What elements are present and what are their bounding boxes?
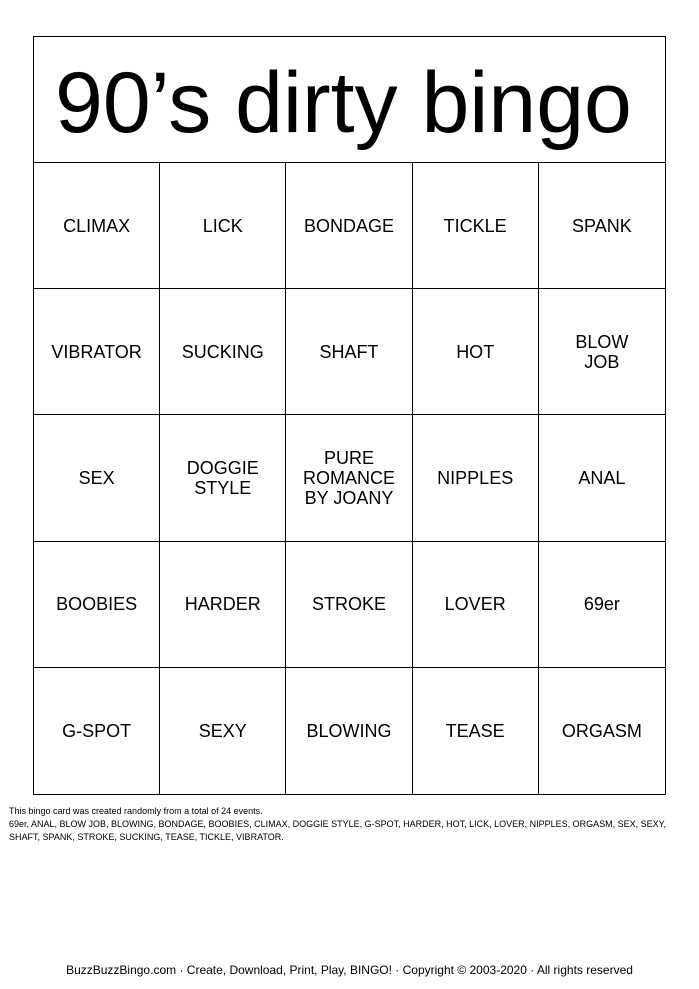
card-info xyxy=(9,805,679,844)
bingo-cell xyxy=(34,668,160,794)
bingo-cell xyxy=(286,542,412,668)
cell-label: SEX xyxy=(78,467,115,488)
bingo-cell xyxy=(539,668,665,794)
cell-label: ORGASM xyxy=(561,720,642,741)
info-summary: This bingo card was created randomly from a total of 24 events. xyxy=(9,806,263,816)
cell-label: TEASE xyxy=(445,720,505,741)
cell-label: CLIMAX xyxy=(63,215,131,236)
cell-label: SHAFT xyxy=(319,341,379,362)
bingo-cell xyxy=(160,542,286,668)
cell-label: 69er xyxy=(583,594,620,615)
bingo-cell xyxy=(160,289,286,415)
bingo-cell xyxy=(539,542,665,668)
info-events-list: 69er, ANAL, BLOW JOB, BLOWING, BONDAGE, BOOBIES, CLIMAX, DOGGIE STYLE, G-SPOT, HARDER, HOT, LICK, LOVER, NIPPLES, ORGASM, SEX, SEXY, SHAFT, SPANK, STROKE, SUCKING, TEASE, TICKLE, VIBRATOR. xyxy=(9,819,667,842)
bingo-cell xyxy=(413,668,539,794)
bingo-cell xyxy=(539,415,665,541)
bingo-cell xyxy=(34,163,160,289)
cell-label: LICK xyxy=(202,215,243,236)
footer-text: BuzzBuzzBingo.com · Create, Download, Print, Play, BINGO! · Copyright © 2003-2020 · All rights reserved xyxy=(66,963,633,977)
cell-label: HARDER xyxy=(184,594,261,615)
cell-label: VIBRATOR xyxy=(51,341,142,362)
bingo-cell xyxy=(160,668,286,794)
cell-label: SEXY xyxy=(198,720,247,741)
cell-label: BLOWING xyxy=(306,720,392,741)
cell-label: HOT xyxy=(456,341,495,362)
bingo-cell xyxy=(413,542,539,668)
bingo-cell xyxy=(413,163,539,289)
bingo-cell xyxy=(539,163,665,289)
bingo-cell xyxy=(34,542,160,668)
bingo-cell xyxy=(160,415,286,541)
cell-label: LOVER xyxy=(444,594,506,615)
card-title: 90’s dirty bingo xyxy=(55,55,632,151)
bingo-cell xyxy=(286,415,412,541)
bingo-card xyxy=(33,36,666,795)
bingo-cell xyxy=(539,289,665,415)
bingo-cell xyxy=(286,668,412,794)
cell-label: NIPPLES xyxy=(437,467,514,488)
cell-label: PURE ROMANCE BY JOANY xyxy=(302,447,395,508)
bingo-grid xyxy=(34,163,665,794)
bingo-cell xyxy=(34,415,160,541)
bingo-cell xyxy=(34,289,160,415)
bingo-cell xyxy=(160,163,286,289)
cell-label: SPANK xyxy=(572,215,632,236)
cell-label: BONDAGE xyxy=(303,215,394,236)
cell-label: TICKLE xyxy=(443,215,507,236)
cell-label: BOOBIES xyxy=(56,594,138,615)
bingo-cell xyxy=(413,415,539,541)
cell-label: STROKE xyxy=(311,594,386,615)
cell-label: DOGGIE STYLE xyxy=(186,457,259,498)
cell-label: G-SPOT xyxy=(62,720,132,741)
bingo-cell xyxy=(286,163,412,289)
cell-label: BLOW JOB xyxy=(575,331,629,372)
cell-label: ANAL xyxy=(578,467,626,488)
cell-label: SUCKING xyxy=(181,341,264,362)
bingo-cell xyxy=(413,289,539,415)
title-box xyxy=(34,37,665,163)
bingo-cell xyxy=(286,289,412,415)
